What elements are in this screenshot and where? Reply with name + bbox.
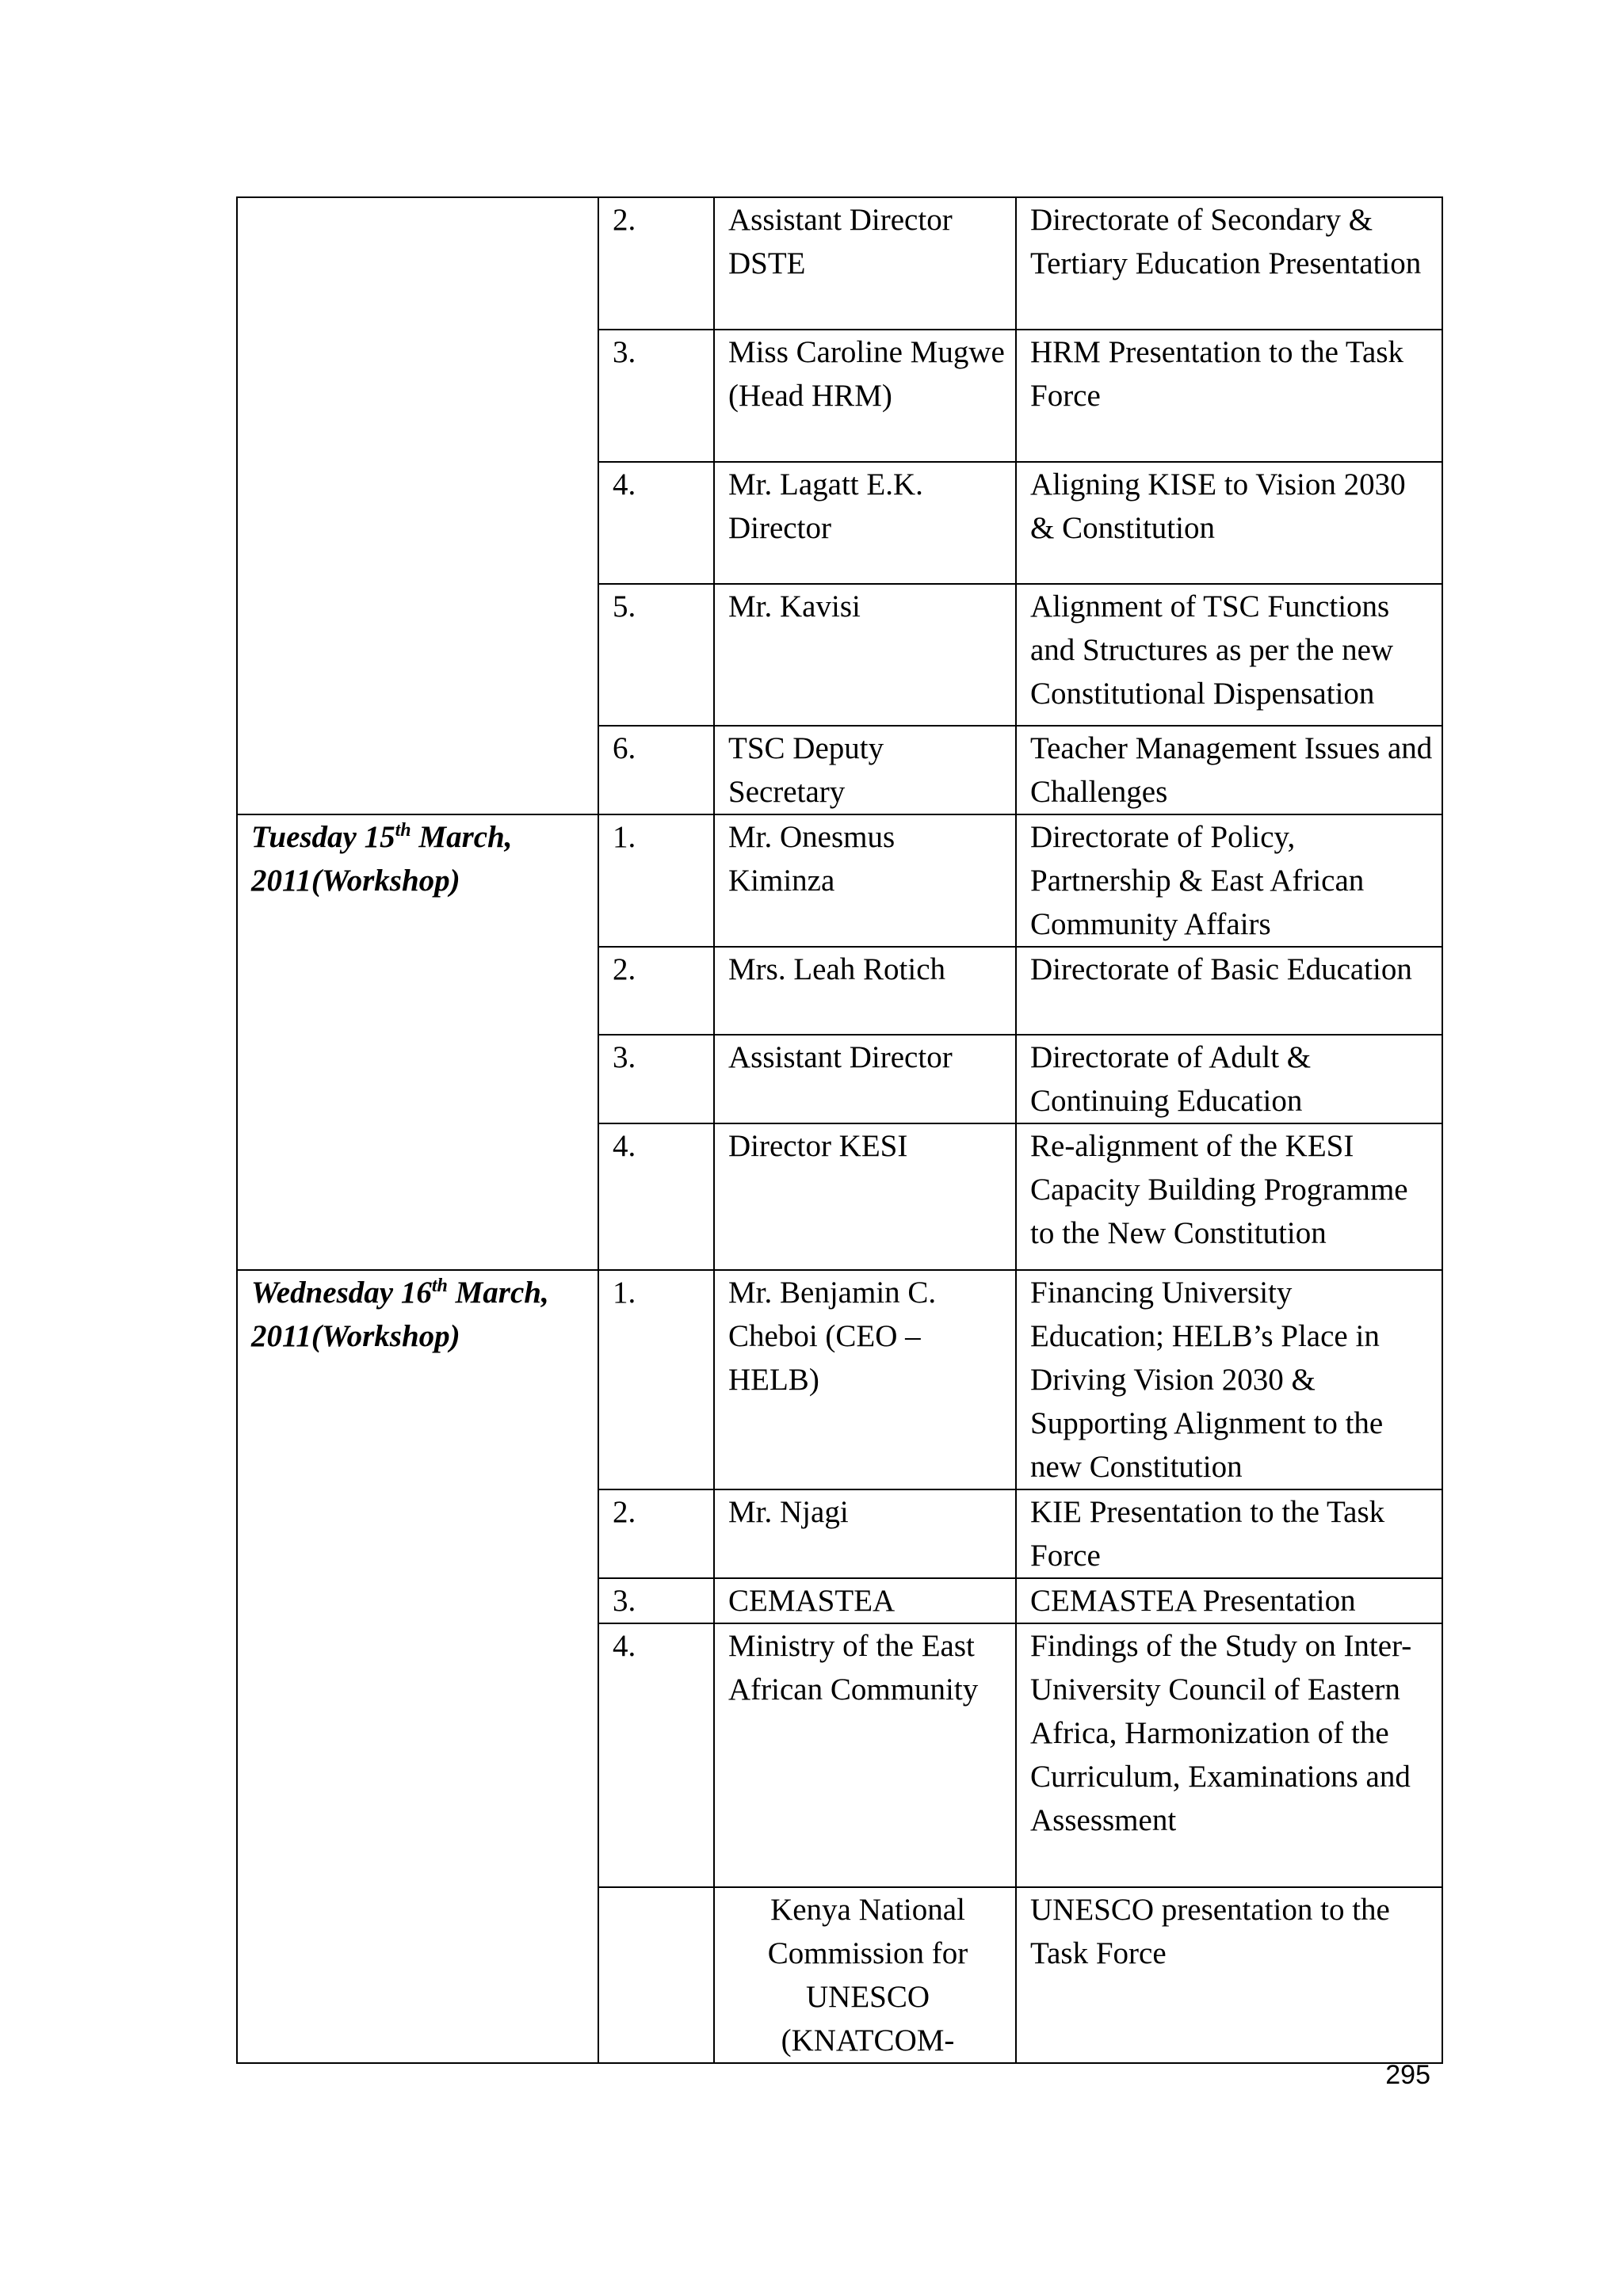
topic-cell: HRM Presentation to the Task Force [1016, 330, 1442, 462]
presenter-cell: TSC Deputy Secretary [714, 726, 1016, 814]
table-row [237, 197, 1442, 330]
presenter-cell: Mr. Onesmus Kiminza [714, 814, 1016, 947]
item-number: 3. [598, 330, 714, 462]
presenter-cell: Assistant Director [714, 1035, 1016, 1123]
page-number: 295 [1385, 2060, 1430, 2090]
topic-cell: CEMASTEA Presentation [1016, 1578, 1442, 1623]
item-number: 2. [598, 947, 714, 1035]
topic-cell: Findings of the Study on Inter-University Council of Eastern Africa, Harmonization of the Curriculum, Examinations and Assessment [1016, 1623, 1442, 1887]
item-number [598, 1887, 714, 2063]
topic-cell: KIE Presentation to the Task Force [1016, 1489, 1442, 1578]
presenter-cell: Mr. Kavisi [714, 584, 1016, 726]
presenter-cell: Mr. Benjamin C. Cheboi (CEO – HELB) [714, 1270, 1016, 1489]
date-cell-wednesday: Wednesday 16th March, 2011(Workshop) [237, 1270, 598, 2063]
topic-cell: Directorate of Adult & Continuing Education [1016, 1035, 1442, 1123]
item-number: 4. [598, 1623, 714, 1887]
table-row [237, 1270, 1442, 1489]
presenter-cell: Assistant Director DSTE [714, 197, 1016, 330]
topic-cell: Alignment of TSC Functions and Structures as per the new Constitutional Dispensation [1016, 584, 1442, 726]
item-number: 3. [598, 1035, 714, 1123]
item-number: 1. [598, 814, 714, 947]
presenter-cell: Mr. Njagi [714, 1489, 1016, 1578]
presenter-cell: Ministry of the East African Community [714, 1623, 1016, 1887]
topic-cell: Teacher Management Issues and Challenges [1016, 726, 1442, 814]
item-number: 2. [598, 1489, 714, 1578]
topic-cell: Re-alignment of the KESI Capacity Building Programme to the New Constitution [1016, 1123, 1442, 1270]
item-number: 2. [598, 197, 714, 330]
item-number: 5. [598, 584, 714, 726]
schedule-table [236, 196, 1443, 2064]
date-cell-tuesday: Tuesday 15th March, 2011(Workshop) [237, 814, 598, 1270]
item-number: 1. [598, 1270, 714, 1489]
topic-cell: Aligning KISE to Vision 2030 & Constitution [1016, 462, 1442, 584]
topic-cell: UNESCO presentation to the Task Force [1016, 1887, 1442, 2063]
presenter-cell: Director KESI [714, 1123, 1016, 1270]
date-cell-empty [237, 197, 598, 814]
item-number: 6. [598, 726, 714, 814]
presenter-cell: CEMASTEA [714, 1578, 1016, 1623]
presenter-cell: Miss Caroline Mugwe (Head HRM) [714, 330, 1016, 462]
topic-cell: Directorate of Policy, Partnership & East African Community Affairs [1016, 814, 1442, 947]
topic-cell: Directorate of Basic Education [1016, 947, 1442, 1035]
item-number: 4. [598, 462, 714, 584]
table-row [237, 814, 1442, 947]
item-number: 3. [598, 1578, 714, 1623]
presenter-cell: Kenya National Commission for UNESCO (KNATCOM- [714, 1887, 1016, 2063]
topic-cell: Financing University Education; HELB’s Place in Driving Vision 2030 & Supporting Alignment to the new Constitution [1016, 1270, 1442, 1489]
topic-cell: Directorate of Secondary & Tertiary Education Presentation [1016, 197, 1442, 330]
presenter-cell: Mrs. Leah Rotich [714, 947, 1016, 1035]
item-number: 4. [598, 1123, 714, 1270]
presenter-cell: Mr. Lagatt E.K. Director [714, 462, 1016, 584]
